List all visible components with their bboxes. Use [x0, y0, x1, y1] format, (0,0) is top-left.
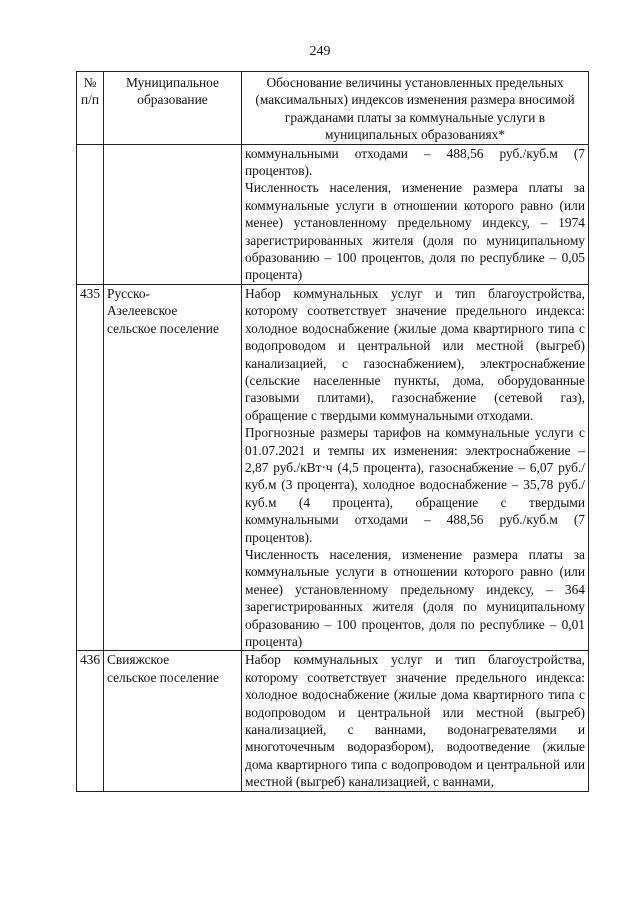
table-row: [77, 144, 589, 284]
justification-paragraph: Набор коммунальных услуг и тип благоустройства, которому соответствует значение предельного индекса: холодное водоснабжение (жилые дома квартирного типа с водопроводом и центральной или местной (выгреб) канализацией, с газоснабжением), электроснабжение (сельские населенные пункты, дома, оборудованные газовыми плитами), газоснабжение (сетевой газ), обращение с твердыми коммунальными отходами.: [245, 285, 585, 423]
justification-paragraph: Прогнозные размеры тарифов на коммунальные услуги с 01.07.2021 и темпы их изменения: электроснабжение – 2,87 руб./кВт·ч (4,5 процента), газоснабжение – 6,07 руб./куб.м (3 процента), холодное водоснабжение – 35,78 руб./куб.м (4 процента), обращение с твердыми коммунальными отходами – 488,56 руб./куб.м (7 процентов).: [245, 425, 585, 545]
justification-cell: [242, 284, 589, 651]
justification-paragraph: коммунальными отходами – 488,56 руб./куб.м (7 процентов).: [245, 145, 585, 179]
justification-paragraph: Численность населения, изменение размера платы за коммунальные услуги в отношении которого равно (или менее) установленному предельному индексу, – 1974 зарегистрированных жителя (доля по муниципальному образованию – 100 процентов, доля по республике – 0,05 процента): [245, 180, 585, 283]
justification-cell: [242, 651, 589, 791]
table-row: [77, 651, 589, 791]
justification-paragraph: Численность населения, изменение размера платы за коммунальные услуги в отношении которого равно (или менее) установленному предельному индексу, – 364 зарегистрированных жителя (доля по муниципальному образованию – 100 процентов, доля по республике – 0,01 процента): [245, 546, 585, 649]
page-number: 249: [309, 44, 331, 59]
table-body: [77, 144, 589, 791]
table-row: [77, 284, 589, 651]
justification-cell: [242, 144, 589, 284]
tariff-justification-table: [76, 71, 589, 792]
municipality-name: Русско- Азелеевское сельское поселение: [104, 284, 242, 651]
header-municipality: Муниципальное образование: [104, 72, 242, 145]
row-number: [77, 144, 104, 284]
header-justification: Обоснование величины установленных предельных (максимальных) индексов изменения размера вносимой гражданами платы за коммунальные услуги в муниципальных образованиях*: [242, 72, 589, 145]
justification-paragraph: Набор коммунальных услуг и тип благоустройства, которому соответствует значение предельного индекса: холодное водоснабжение (жилые дома квартирного типа с водопроводом и центральной или местной (выгреб) канализацией, с ваннами, водонагревателями и многоточечным водоразбором), водоотведение (жилые дома квартирного типа с водопроводом и центральной или местной (выгреб) канализацией, с ваннами,: [245, 652, 585, 790]
row-number: 435: [77, 284, 104, 651]
municipality-name: Свияжское сельское поселение: [104, 651, 242, 791]
table-header-row: [77, 72, 589, 145]
header-number: № п/п: [77, 72, 104, 145]
municipality-name: [104, 144, 242, 284]
row-number: 436: [77, 651, 104, 791]
